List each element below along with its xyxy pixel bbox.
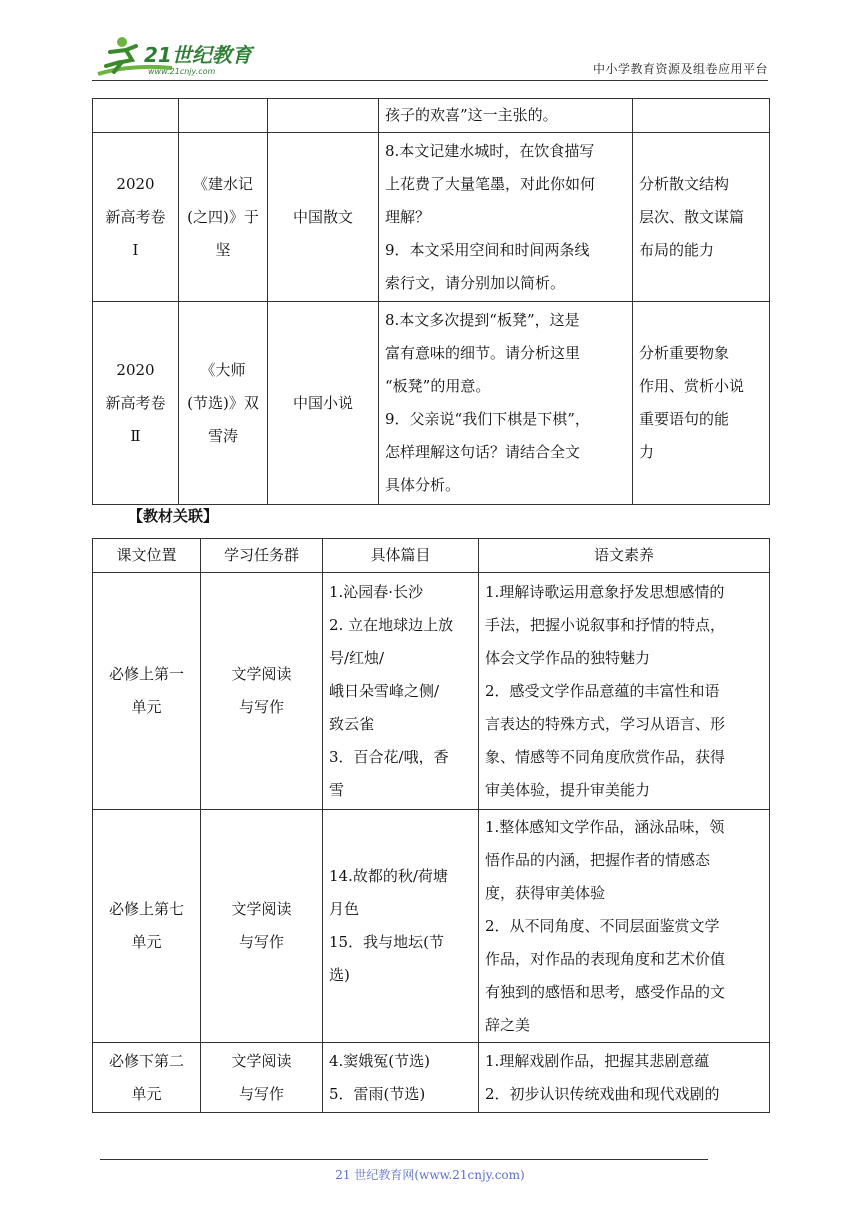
- column-header: 课文位置: [93, 539, 201, 573]
- table-row: [93, 573, 770, 810]
- position-cell: 必修上第一 单元: [93, 573, 201, 810]
- column-header: 学习任务群: [201, 539, 323, 573]
- genre-cell: 中国散文: [268, 133, 379, 302]
- table-row: [93, 810, 770, 1043]
- exam-cell: 2020 新高考卷 Ⅱ: [93, 302, 179, 505]
- question-cell: 孩子的欢喜”这一主张的。: [379, 99, 633, 133]
- items-cell: 4.窦娥冤(节选) 5．雷雨(节选): [323, 1043, 479, 1113]
- ability-cell: 分析重要物象 作用、赏析小说 重要语句的能 力: [633, 302, 770, 505]
- column-header: 具体篇目: [323, 539, 479, 573]
- task-cell: 文学阅读 与写作: [201, 810, 323, 1043]
- platform-name: 中小学教育资源及组卷应用平台: [592, 62, 768, 76]
- work-cell: 《大师 (节选)》双 雪涛: [179, 302, 268, 505]
- table-row: [93, 99, 770, 133]
- items-cell: 1.沁园春·长沙 2. 立在地球边上放 号/红烛/ 峨日朵雪峰之侧/ 致云雀 3．百合花/哦，香 雪: [323, 573, 479, 810]
- textbook-table: [92, 538, 770, 1113]
- task-cell: 文学阅读 与写作: [201, 573, 323, 810]
- question-cell: 8.本文记建水城时，在饮食描写 上花费了大量笔墨，对此你如何 理解？ 9．本文采用空间和时间两条线 索行文，请分别加以简析。: [379, 133, 633, 302]
- page-header: [92, 34, 768, 80]
- header-divider: [92, 80, 768, 81]
- table-row: [93, 133, 770, 302]
- work-cell: 《建水记 (之四)》于 坚: [179, 133, 268, 302]
- section-label: 【教材关联】: [128, 507, 219, 525]
- ability-cell: 分析散文结构 层次、散文谋篇 布局的能力: [633, 133, 770, 302]
- literacy-cell: 1.理解诗歌运用意象抒发思想感情的 手法，把握小说叙事和抒情的特点， 体会文学作品的独特魅力 2．感受文学作品意蕴的丰富性和语 言表达的特殊方式，学习从语言、形 象、情感等不同角度欣赏作品，获得 审美体验，提升审美能力: [479, 573, 770, 810]
- genre-cell: 中国小说: [268, 302, 379, 505]
- svg-text:21世纪教育: 21世纪教育: [144, 43, 252, 67]
- exam-cell: 2020 新高考卷 Ⅰ: [93, 133, 179, 302]
- svg-text:www.21cnjy.com: www.21cnjy.com: [148, 67, 216, 76]
- position-cell: 必修上第七 单元: [93, 810, 201, 1043]
- site-logo: [92, 34, 282, 78]
- footer-link[interactable]: 21 世纪教育网(www.21cnjy.com): [335, 1168, 525, 1182]
- position-cell: 必修下第二 单元: [93, 1043, 201, 1113]
- logo-runner-icon: [92, 34, 282, 78]
- question-cell: 8.本文多次提到“板凳”，这是 富有意味的细节。请分析这里 “板凳”的用意。 9．父亲说“我们下棋是下棋”， 怎样理解这句话？请结合全文 具体分析。: [379, 302, 633, 505]
- table-row: [93, 302, 770, 505]
- table-row: [93, 1043, 770, 1113]
- table-header-row: [93, 539, 770, 573]
- literacy-cell: 1.整体感知文学作品，涵泳品味，领 悟作品的内涵，把握作者的情感态 度，获得审美体验 2．从不同角度、不同层面鉴赏文学 作品，对作品的表现角度和艺术价值 有独到的感悟和思考，感受作品的文 辞之美: [479, 810, 770, 1043]
- column-header: 语文素养: [479, 539, 770, 573]
- literacy-cell: 1.理解戏剧作品，把握其悲剧意蕴 2．初步认识传统戏曲和现代戏剧的: [479, 1043, 770, 1113]
- task-cell: 文学阅读 与写作: [201, 1043, 323, 1113]
- footer-divider: [100, 1159, 708, 1160]
- items-cell: 14.故都的秋/荷塘 月色 15．我与地坛(节 选): [323, 810, 479, 1043]
- exam-table: [92, 98, 770, 505]
